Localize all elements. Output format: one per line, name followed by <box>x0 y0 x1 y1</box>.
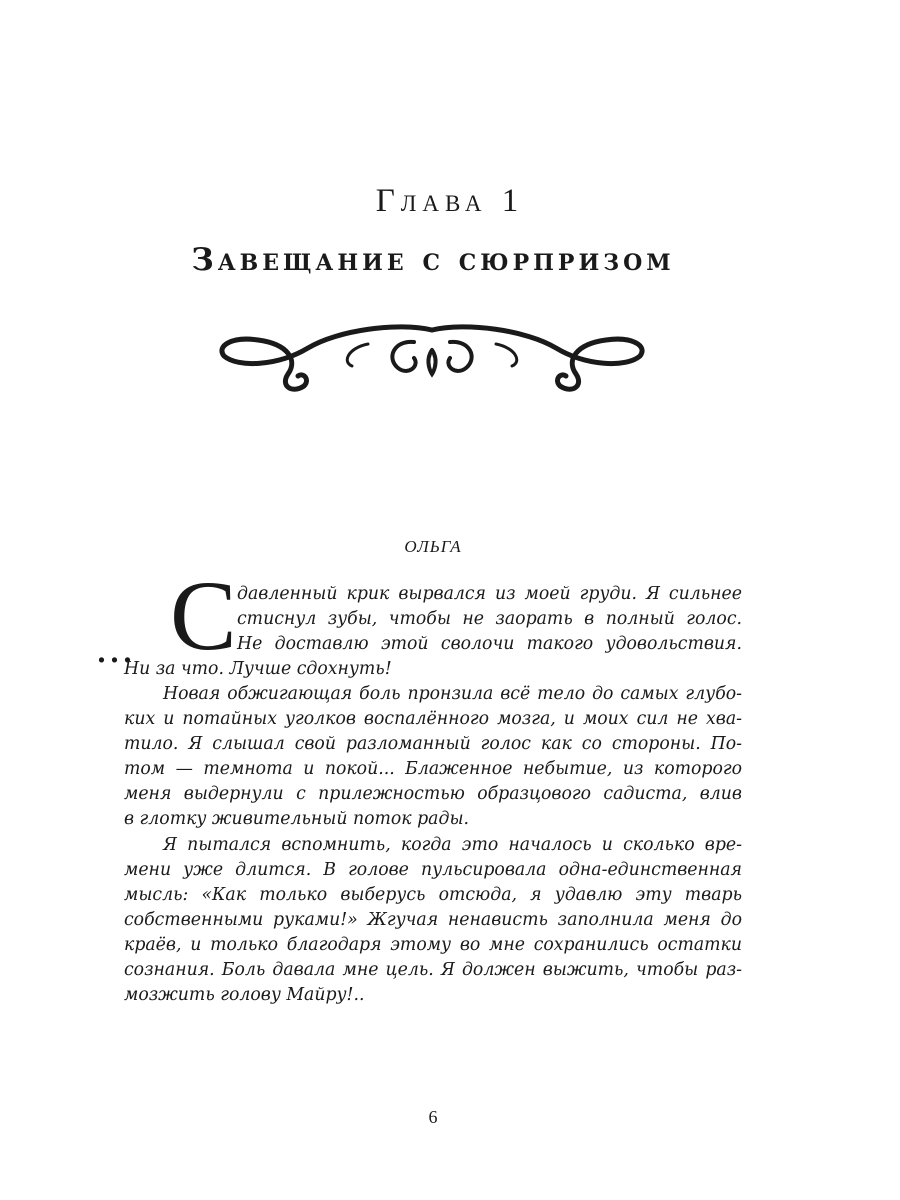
text-line: том — темнота и покой... Блаженное небытие, из которого <box>124 759 742 779</box>
text-line: давленный крик вырвался из моей груди. Я сильнее <box>237 584 742 604</box>
text-line: тило. Я слышал свой разломанный голос как со стороны. По- <box>124 734 742 754</box>
text-line: мени уже длится. В голове пульсировала одна-единственная <box>124 860 742 880</box>
text-line: меня выдернули с прилежностью образцового садиста, влив <box>124 784 742 804</box>
text-line: Ни за что. Лучше сдохнуть! <box>124 659 392 679</box>
text-line: собственными руками!» Жгучая ненависть заполнила меня до <box>124 910 742 930</box>
drop-cap-ellipsis: ... <box>96 623 135 672</box>
chapter-label: Глава 1 <box>375 183 525 219</box>
text-line: Новая обжигающая боль пронзила всё тело до самых глубо- <box>163 684 742 704</box>
text-line: мозжить голову Майру!.. <box>124 985 365 1005</box>
text-line: мысль: «Как только выберусь отсюда, я удавлю эту тварь <box>124 885 742 905</box>
text-line: краёв, и только благодаря этому во мне сохранились остатки <box>124 935 742 955</box>
text-line: сознания. Боль давала мне цель. Я должен выжить, чтобы раз- <box>124 960 742 980</box>
page-number: 6 <box>428 1107 438 1127</box>
text-line: Я пытался вспомнить, когда это началось и сколько вре- <box>163 835 742 855</box>
ornament-divider-icon <box>218 322 646 400</box>
text-line: ких и потайных уголков воспалённого мозга, и моих сил не хва- <box>124 709 742 729</box>
chapter-title: Завещание с сюрпризом <box>191 242 675 278</box>
text-line: стиснул зубы, чтобы не заорать в полный голос. <box>237 609 742 629</box>
drop-cap-letter: С <box>170 560 237 671</box>
speaker-name: ОЛЬГА <box>404 537 462 556</box>
text-line: в глотку живительный поток рады. <box>124 809 470 829</box>
text-line: Не доставлю этой сволочи такого удовольствия. <box>237 634 742 654</box>
